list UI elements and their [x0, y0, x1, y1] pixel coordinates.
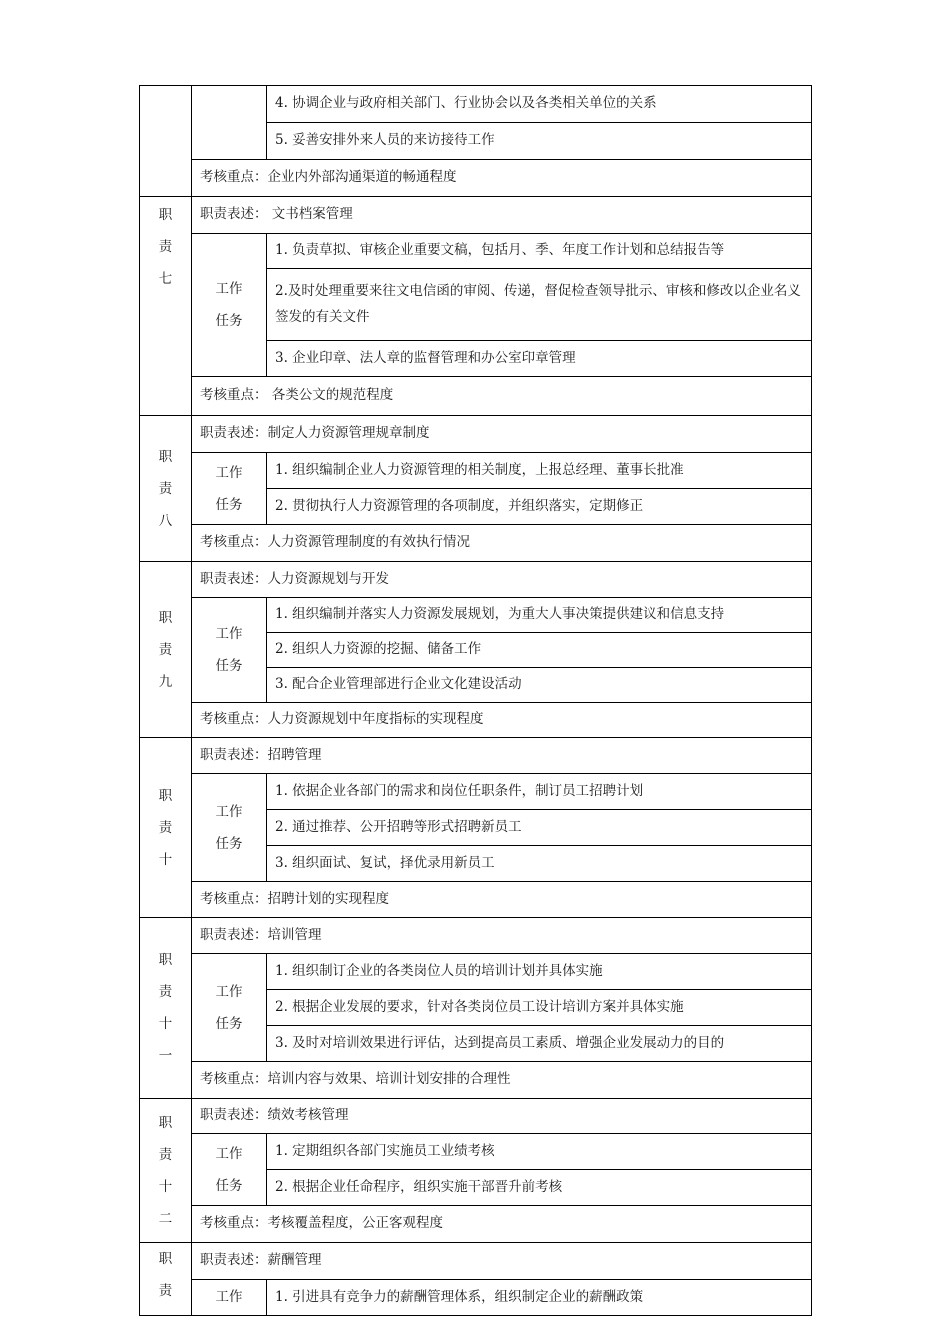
duty-label-cell	[140, 562, 192, 738]
key-row	[192, 377, 812, 416]
duty-label-cell	[140, 197, 192, 416]
task-label-cell	[192, 1280, 267, 1316]
desc-text: 人力资源规划与开发	[267, 570, 389, 587]
task-label-cell	[192, 1134, 267, 1206]
key-text: 培训内容与效果、培训计划安排的合理性	[267, 1071, 511, 1088]
duty-label-cell	[140, 1099, 192, 1243]
key-text: 考核覆盖程度，公正客观程度	[267, 1215, 443, 1232]
table-row	[140, 598, 812, 633]
table-row	[140, 160, 812, 197]
desc-text: 制定人力资源管理规章制度	[267, 425, 430, 442]
duty-label: 职 责	[158, 1251, 173, 1299]
task-label: 工作	[215, 1288, 243, 1305]
task-text: 5. 妥善安排外来人员的来访接待工作	[267, 123, 812, 160]
duty-label: 职 责 八	[158, 448, 173, 529]
table-row	[140, 738, 812, 774]
task-label-cell	[192, 774, 267, 882]
task-text: 1. 负责草拟、审核企业重要文稿，包括月、季、年度工作计划和总结报告等	[267, 234, 812, 269]
task-text: 3. 企业印章、法人章的监督管理和办公室印章管理	[267, 341, 812, 377]
table-row	[140, 1062, 812, 1099]
desc-row	[192, 416, 812, 453]
key-label: 考核重点：	[200, 169, 268, 186]
key-label: 考核重点：	[200, 890, 268, 907]
key-label: 考核重点：	[200, 1215, 268, 1232]
task-text: 1. 组织编制并落实人力资源发展规划，为重大人事决策提供建议和信息支持	[267, 598, 812, 633]
key-row	[192, 703, 812, 738]
table-row	[140, 703, 812, 738]
key-row	[192, 1206, 812, 1243]
table-row	[140, 453, 812, 489]
task-text: 2. 贯彻执行人力资源管理的各项制度，并组织落实，定期修正	[267, 489, 812, 525]
task-text: 2. 根据企业发展的要求，针对各类岗位员工设计培训方案并具体实施	[267, 990, 812, 1026]
table-row	[140, 918, 812, 954]
desc-row	[192, 918, 812, 954]
duty-label-cell	[140, 86, 192, 197]
duties-table	[139, 85, 812, 1316]
desc-row	[192, 738, 812, 774]
key-row	[192, 160, 812, 197]
task-text: 2.及时处理重要来往文电信函的审阅、传递，督促检查领导批示、审核和修改以企业名义签发的有关文件	[267, 269, 812, 341]
desc-label: 职责表述：	[200, 425, 268, 442]
table-row	[140, 416, 812, 453]
table-row	[140, 1206, 812, 1243]
desc-label: 职责表述：	[200, 1252, 268, 1269]
task-label-cell	[192, 954, 267, 1062]
task-text: 4. 协调企业与政府相关部门、行业协会以及各类相关单位的关系	[267, 86, 812, 123]
task-label: 工作 任务	[215, 803, 243, 852]
task-label: 工作 任务	[215, 464, 243, 513]
duty-label-cell	[140, 1243, 192, 1316]
key-label: 考核重点：	[200, 711, 268, 728]
desc-label: 职责表述：	[200, 570, 268, 587]
task-label: 工作 任务	[215, 281, 243, 329]
table-row	[140, 1099, 812, 1134]
table-row	[140, 234, 812, 269]
task-label-cell	[192, 453, 267, 525]
desc-row	[192, 562, 812, 598]
desc-row	[192, 1243, 812, 1280]
table-row	[140, 774, 812, 810]
task-text: 3. 配合企业管理部进行企业文化建设活动	[267, 668, 812, 703]
key-text: 各类公文的规范程度	[267, 387, 394, 404]
table-row	[140, 882, 812, 918]
task-text: 1. 定期组织各部门实施员工业绩考核	[267, 1134, 812, 1170]
desc-label: 职责表述：	[200, 746, 268, 763]
task-label: 工作 任务	[215, 1145, 243, 1194]
desc-text: 文书档案管理	[267, 206, 353, 223]
task-label-cell	[192, 86, 267, 160]
key-text: 人力资源规划中年度指标的实现程度	[267, 711, 484, 728]
desc-label: 职责表述：	[200, 1107, 268, 1124]
duty-label-cell	[140, 416, 192, 562]
task-text: 1. 组织制订企业的各类岗位人员的培训计划并具体实施	[267, 954, 812, 990]
table-row	[140, 525, 812, 562]
duty-label: 职 责 九	[158, 609, 173, 690]
duty-label-cell	[140, 738, 192, 918]
task-label-cell	[192, 598, 267, 703]
table-row	[140, 1134, 812, 1170]
task-text: 1. 引进具有竞争力的薪酬管理体系，组织制定企业的薪酬政策	[267, 1280, 812, 1316]
key-text: 招聘计划的实现程度	[267, 890, 389, 907]
desc-text: 绩效考核管理	[267, 1107, 349, 1124]
table-row	[140, 1243, 812, 1280]
task-text: 1. 依据企业各部门的需求和岗位任职条件，制订员工招聘计划	[267, 774, 812, 810]
duty-label: 职 责 十	[158, 787, 173, 868]
desc-label: 职责表述：	[200, 926, 268, 943]
table-row	[140, 1280, 812, 1316]
desc-text: 招聘管理	[267, 746, 322, 763]
task-text: 2. 通过推荐、公开招聘等形式招聘新员工	[267, 810, 812, 846]
desc-row	[192, 1099, 812, 1134]
table-row	[140, 86, 812, 123]
duty-label-cell	[140, 918, 192, 1099]
key-text: 企业内外部沟通渠道的畅通程度	[267, 169, 457, 186]
duty-label: 职 责 十 二	[158, 1114, 173, 1227]
task-label: 工作 任务	[215, 983, 243, 1032]
desc-text: 培训管理	[267, 926, 322, 943]
desc-label: 职责表述：	[200, 206, 268, 223]
desc-text: 薪酬管理	[267, 1252, 322, 1269]
key-label: 考核重点：	[200, 1071, 268, 1088]
key-row	[192, 525, 812, 562]
task-text: 2. 根据企业任命程序，组织实施干部晋升前考核	[267, 1170, 812, 1206]
table-row	[140, 197, 812, 234]
key-label: 考核重点：	[200, 534, 268, 551]
task-text: 3. 及时对培训效果进行评估，达到提高员工素质、增强企业发展动力的目的	[267, 1026, 812, 1062]
task-label-cell	[192, 234, 267, 377]
task-text: 2. 组织人力资源的挖掘、储备工作	[267, 633, 812, 668]
duty-label: 职 责 七	[158, 207, 173, 287]
task-label: 工作 任务	[215, 626, 243, 674]
duty-label: 职 责 十 一	[158, 952, 173, 1064]
desc-row	[192, 197, 812, 234]
task-text: 1. 组织编制企业人力资源管理的相关制度，上报总经理、董事长批准	[267, 453, 812, 489]
key-row	[192, 882, 812, 918]
key-label: 考核重点：	[200, 387, 268, 404]
key-text: 人力资源管理制度的有效执行情况	[267, 534, 470, 551]
task-text: 3. 组织面试、复试，择优录用新员工	[267, 846, 812, 882]
table-row	[140, 954, 812, 990]
table-row	[140, 562, 812, 598]
table-row	[140, 377, 812, 416]
key-row	[192, 1062, 812, 1099]
